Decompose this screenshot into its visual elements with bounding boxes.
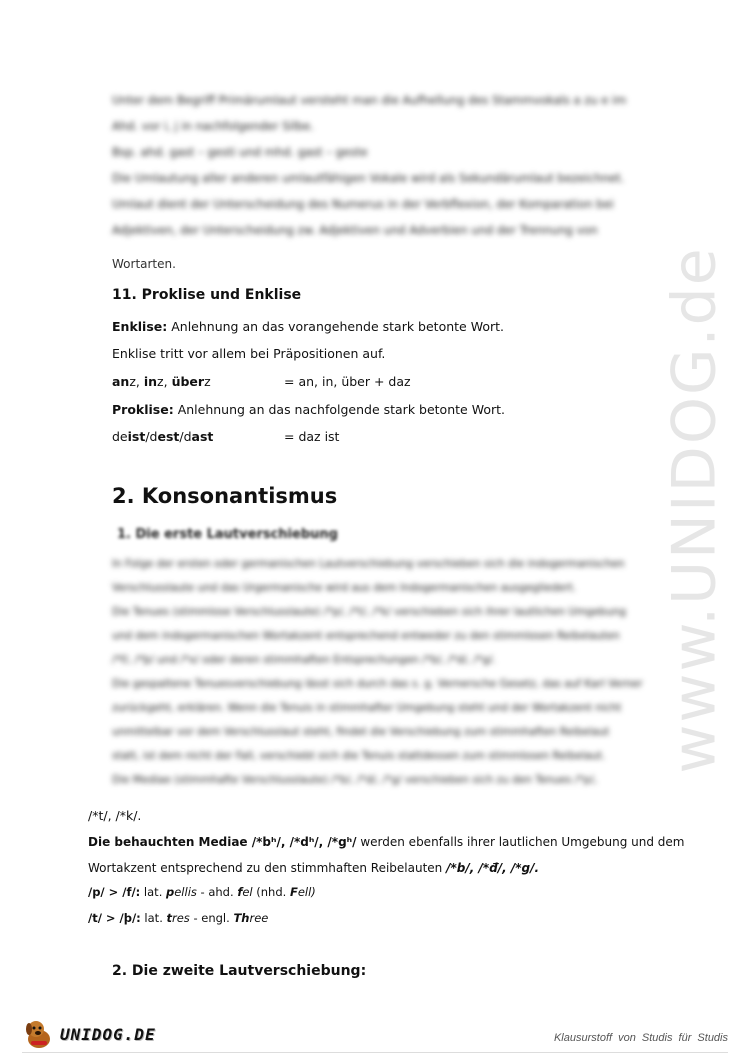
text-line: zurückgeht, erklären. Wenn die Tenuis in stimmhafter Umgebung steht und der Wortakzent nicht (112, 702, 622, 714)
enklise-label: Enklise: (112, 319, 168, 334)
watermark (640, 246, 750, 774)
subsection-1-heading: 1. Die erste Lautverschiebung (117, 527, 338, 542)
text-line: Umlaut dient der Unterscheidung des Numerus in der Verbflexion, der Komparation bei (112, 197, 614, 211)
example-part: /d (179, 429, 192, 444)
example-label: /t/ > /þ/: (88, 911, 141, 925)
example-part: ellis (174, 885, 197, 899)
example-part: el (242, 885, 253, 899)
text-line: und dem indogermanischen Wortakzent entsprechend entweder zu den stimmlosen Reibelauten (112, 630, 620, 642)
proklise-definition (112, 402, 505, 417)
enklise-note: Enklise tritt vor allem bei Präpositionen auf. (112, 346, 386, 361)
enklise-text: Anlehnung an das vorangehende stark betonte Wort. (167, 319, 504, 334)
example-part: ree (249, 911, 269, 925)
proklise-text: Anlehnung an das nachfolgende stark betonte Wort. (173, 402, 505, 417)
example-part: de (112, 429, 128, 444)
wortarten-line: Wortarten. (112, 257, 176, 271)
proklise-example (112, 429, 213, 444)
example-part: p (166, 885, 175, 899)
footer-divider (22, 1052, 728, 1053)
tenues-continuation: /*t/, /*k/. (88, 808, 142, 823)
example-part: z, (157, 374, 172, 389)
footer-logo (22, 1016, 156, 1052)
text-line: Verschlusslaute und das Urgermanische wird aus dem Indogermanischen ausgegliedert. (112, 582, 577, 594)
behauchte-mediae-line-1 (88, 836, 684, 848)
behauchte-mediae-line-2 (88, 862, 539, 874)
example-part: ist (127, 429, 146, 444)
text-line: Adjektiven, der Unterscheidung zw. Adjektiven und Adverbien und der Trennung von (112, 223, 598, 237)
enklise-example-result: = an, in, über + daz (284, 374, 411, 389)
example-part: Th (233, 911, 250, 925)
blurred-paragraph-top (112, 87, 664, 243)
example-part: F (289, 885, 298, 899)
blurred-paragraph-middle (112, 552, 664, 792)
dog-mascot-icon (22, 1017, 56, 1051)
enklise-definition (112, 319, 504, 334)
example-part: - ahd. (196, 885, 238, 899)
text-line: Die gespaltene Tenuesverschiebung lässt sich durch das s. g. Vernersche Gesetz, das auf Karl Verner (112, 678, 643, 690)
text-line: statt, ist dem nicht der Fall, verschiebt sich die Tenuis stattdessen zum stimmlosen Reibelaut. (112, 750, 606, 762)
enklise-example (112, 374, 211, 389)
example-part: f (237, 885, 243, 899)
example-part: - engl. (189, 911, 234, 925)
example-part: an (112, 374, 130, 389)
proklise-example-result: = daz ist (284, 429, 340, 444)
behauchte-mediae-text: werden ebenfalls ihrer lautlichen Umgebung und dem (356, 835, 685, 849)
example-part: über (171, 374, 205, 389)
footer-tagline: Klausurstoff von Studis für Studis (553, 1032, 728, 1044)
example-p-f (88, 887, 316, 899)
text-line: Die Mediae (stimmhafte Verschlusslaute) /*b/, /*d/, /*g/ verschieben sich zu den Tenues /*p/, (112, 774, 598, 786)
example-part: lat. (140, 885, 166, 899)
subsection-2-heading: 2. Die zweite Lautverschiebung: (112, 963, 367, 979)
example-part: z, (129, 374, 144, 389)
text-line: unmittelbar vor dem Verschlusslaut steht, findet die Verschiebung zum stimmhaften Reibelaut (112, 726, 610, 738)
text-line: /*f/, /*þ/ und /*x/ oder deren stimmhaften Entsprechungen /*b/, /*d/, /*g/. (112, 654, 496, 666)
footer-brand: UNIDOG.DE (60, 1024, 156, 1044)
text-line: Bsp. ahd. gast – gesti und mhd. gast – geste (112, 145, 368, 159)
text-line: Die Umlautung aller anderen umlautfähigen Vokale wird als Sekundärumlaut bezeichnet. (112, 171, 625, 185)
text-line: Unter dem Begriff Primärumlaut versteht man die Aufhellung des Stammvokals a zu e im (112, 93, 627, 107)
example-t-th (88, 913, 268, 925)
example-part: /d (145, 429, 158, 444)
example-part: lat. (140, 911, 167, 925)
text-line: Die Tenues (stimmlose Verschlusslaute) /*p/, /*t/, /*k/ verschieben sich ihrer lautlichen Umgebung (112, 606, 627, 618)
watermark-text: www.UNIDOG.de (660, 246, 730, 774)
example-part: t (166, 911, 172, 925)
example-part: (nhd. (252, 885, 290, 899)
text-line: Ahd. vor i, j in nachfolgender Silbe. (112, 119, 314, 133)
chapter-2-heading: 2. Konsonantismus (112, 484, 338, 508)
example-part: res (172, 911, 190, 925)
example-part: est (157, 429, 180, 444)
example-part: ell) (297, 885, 316, 899)
example-part: in (143, 374, 158, 389)
example-part: ast (191, 429, 214, 444)
section-11-heading: 11. Proklise und Enklise (112, 287, 302, 303)
behauchte-mediae-text-2: Wortakzent entsprechend zu den stimmhaften Reibelauten (88, 861, 447, 875)
behauchte-mediae-bold: Die behauchten Mediae /*bʰ/, /*dʰ/, /*gʰ/ (88, 835, 357, 849)
example-part: z (204, 374, 211, 389)
reibelaute-bold: /*b/, /*đ/, /*g/. (446, 861, 540, 875)
text-line: In Folge der ersten oder germanischen Lautverschiebung verschieben sich die indogermanischen (112, 558, 625, 570)
example-label: /p/ > /f/: (88, 885, 141, 899)
proklise-label: Proklise: (112, 402, 174, 417)
